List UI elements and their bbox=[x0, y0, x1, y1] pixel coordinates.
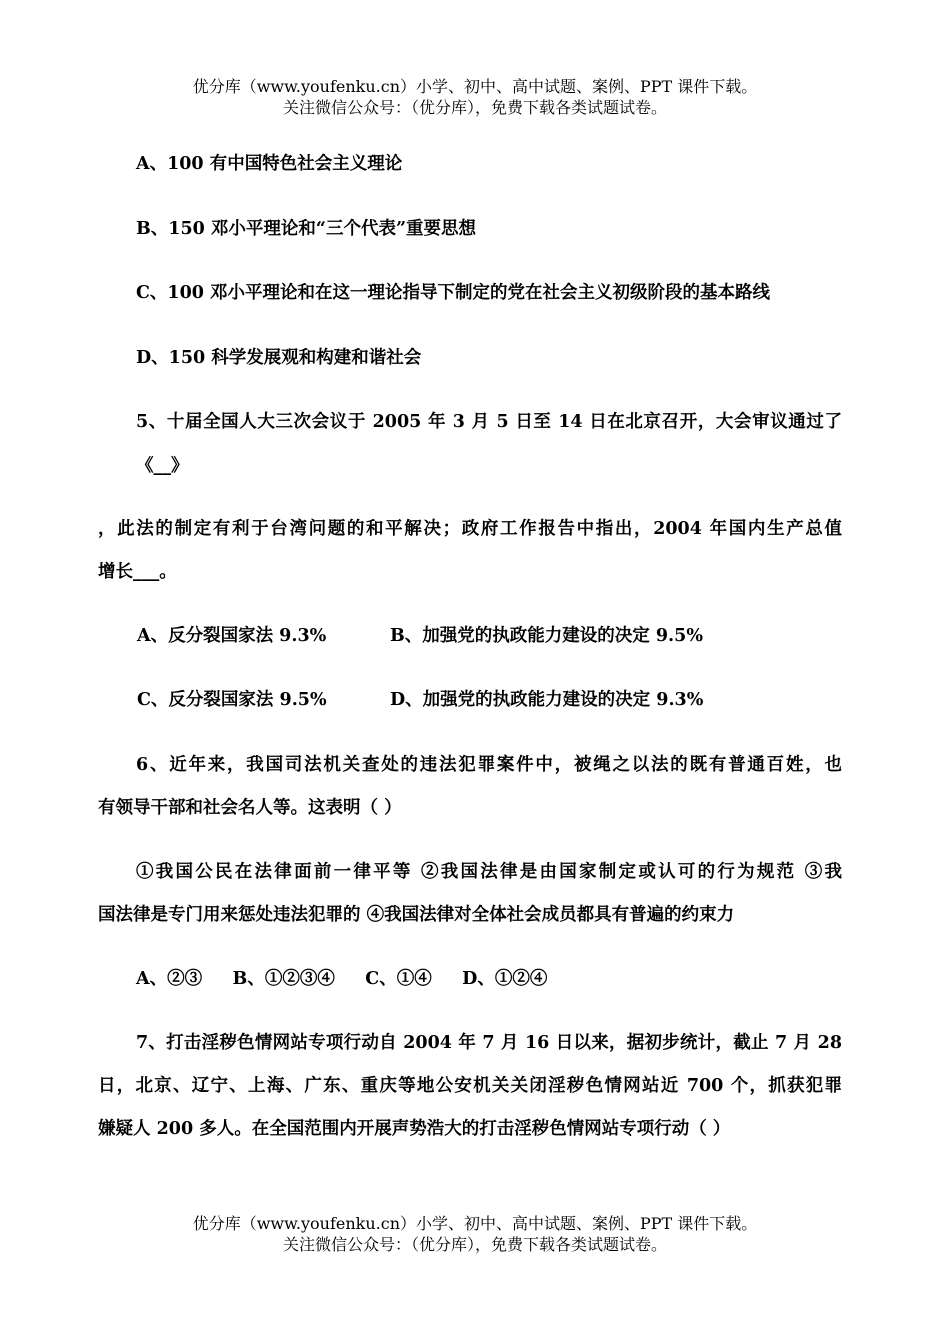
q5-stem-blank: 《__》 bbox=[136, 456, 189, 476]
q4-option-b: B、150 邓小平理论和“三个代表”重要思想 bbox=[136, 219, 477, 239]
page-header bbox=[0, 76, 950, 118]
q5-option-d: D、加强党的执政能力建设的决定 9.3% bbox=[390, 690, 704, 710]
q7-stem-line-1: 7、打击淫秽色情网站专项行动自 2004 年 7 月 16 日以来，据初步统计，截止 7 月 28 bbox=[136, 1033, 842, 1053]
footer-line-1: 优分库（www.youfenku.cn）小学、初中、高中试题、案例、PPT 课件下载。 bbox=[192, 1214, 758, 1233]
q6-statements-line-1: ①我国公民在法律面前一律平等 ②我国法律是由国家制定或认可的行为规范 ③我 bbox=[136, 862, 842, 882]
q4-option-d: D、150 科学发展观和构建和谐社会 bbox=[136, 348, 422, 368]
q6-options: A、②③ B、①②③④ C、①④ D、①②④ bbox=[136, 969, 548, 989]
q5-stem-line-4: 增长___。 bbox=[98, 562, 177, 582]
q6-statements-line-2: 国法律是专门用来惩处违法犯罪的 ④我国法律对全体社会成员都具有普遍的约束力 bbox=[98, 905, 735, 925]
q4-option-c: C、100 邓小平理论和在这一理论指导下制定的党在社会主义初级阶段的基本路线 bbox=[136, 283, 771, 303]
q5-stem-line-3: ，此法的制定有利于台湾问题的和平解决；政府工作报告中指出，2004 年国内生产总值 bbox=[98, 519, 842, 539]
header-line-2: 关注微信公众号：（优分库），免费下载各类试题试卷。 bbox=[282, 98, 667, 117]
q5-stem-line-1: 5、十届全国人大三次会议于 2005 年 3 月 5 日至 14 日在北京召开，大会审议通过了 bbox=[136, 412, 842, 432]
q6-stem-line-2: 有领导干部和社会名人等。这表明（ ） bbox=[98, 798, 402, 818]
q5-option-b: B、加强党的执政能力建设的决定 9.5% bbox=[390, 626, 703, 646]
q7-stem-line-3: 嫌疑人 200 多人。在全国范围内开展声势浩大的打击淫秽色情网站专项行动（ ） bbox=[98, 1119, 731, 1139]
q4-option-a: A、100 有中国特色社会主义理论 bbox=[136, 154, 403, 174]
q5-option-c: C、反分裂国家法 9.5% bbox=[137, 690, 327, 710]
q5-option-a: A、反分裂国家法 9.3% bbox=[137, 626, 327, 646]
q7-stem-line-2: 日，北京、辽宁、上海、广东、重庆等地公安机关关闭淫秽色情网站近 700 个，抓获犯罪 bbox=[98, 1076, 842, 1096]
header-line-1: 优分库（www.youfenku.cn）小学、初中、高中试题、案例、PPT 课件下载。 bbox=[192, 77, 758, 96]
page-footer bbox=[0, 1213, 950, 1255]
q6-stem-line-1: 6、近年来，我国司法机关查处的违法犯罪案件中，被绳之以法的既有普通百姓，也 bbox=[136, 755, 842, 775]
footer-line-2: 关注微信公众号：（优分库），免费下载各类试题试卷。 bbox=[282, 1235, 667, 1254]
